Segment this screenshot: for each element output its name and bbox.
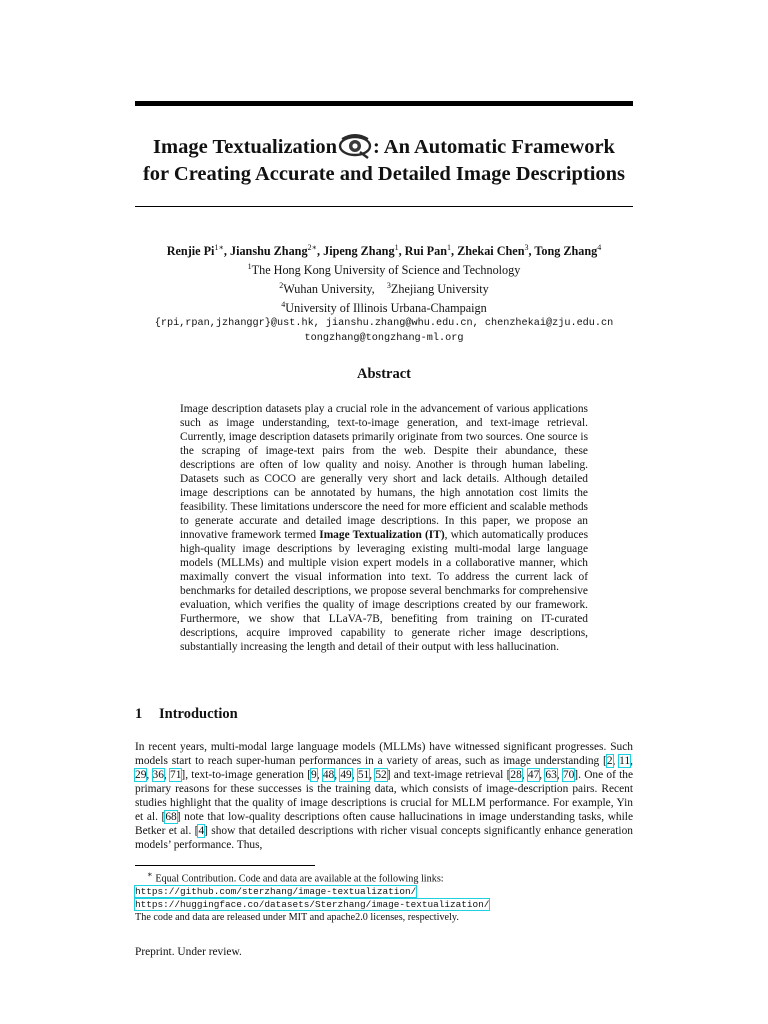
aff1-text: The Hong Kong University of Science and Technology <box>251 263 521 278</box>
section-title: Introduction <box>159 706 238 722</box>
title-rule <box>135 206 633 207</box>
aff2-sup: 2 <box>279 281 284 291</box>
citation-link[interactable]: 2 <box>606 755 613 767</box>
author-1-sup: 1∗ <box>214 243 224 252</box>
aff3-sup: 3 <box>386 281 391 291</box>
citation-link[interactable]: 28 <box>510 769 522 781</box>
author-5-sup: 3 <box>524 243 529 252</box>
author-3-sup: 1 <box>394 243 399 252</box>
author-6-sup: 4 <box>597 243 602 252</box>
title-line2: for Creating Accurate and Detailed Image Descriptions <box>142 163 626 185</box>
top-rule <box>135 101 633 106</box>
intro-text-3: and text-image retrieval <box>390 769 507 781</box>
author-3: , Jipeng Zhang <box>317 244 395 259</box>
author-4: , Rui Pan <box>398 244 447 259</box>
author-6: , Tong Zhang <box>528 244 598 259</box>
intro-text-2: , text-to-image generation <box>185 769 308 781</box>
affiliation-4 <box>100 297 668 316</box>
abstract-body <box>180 402 588 654</box>
aff1-sup: 1 <box>247 262 252 272</box>
aff3-text: Zhejiang University <box>390 282 489 297</box>
email-line-2: tongzhang@tongzhang-ml.org <box>304 333 464 345</box>
citation-link[interactable]: 29 <box>135 769 147 781</box>
citation-link[interactable]: 11 <box>619 755 631 767</box>
section-heading-introduction <box>135 706 238 723</box>
email-line-1: {rpi,rpan,jzhanggr}@ust.hk, jianshu.zhang@whu.edu.cn, chenzhekai@zju.edu.cn <box>154 318 614 330</box>
citation-link[interactable]: 36 <box>152 769 164 781</box>
citation-link[interactable]: 71 <box>170 769 182 781</box>
paper-title <box>120 133 648 188</box>
author-2: , Jianshu Zhang <box>223 244 308 259</box>
citation-link[interactable]: 51 <box>357 769 370 781</box>
intro-text-5: note that low-quality descriptions often cause hallucinations in image understanding tasks, while Betker et al. <box>135 811 634 837</box>
aff4-sup: 4 <box>281 300 286 310</box>
intro-text-6: show that detailed descriptions with richer visual concepts significantly enhance generation models’ performance. Thus, <box>135 825 633 851</box>
footnote-line-2 <box>135 885 633 898</box>
title-part1: Image Textualization <box>153 136 337 158</box>
abstract-bold-term: Image Textualization (IT) <box>319 529 445 541</box>
citation-link[interactable]: 63 <box>545 769 557 781</box>
citation-link[interactable]: 47 <box>527 769 540 781</box>
author-2-sup: 2∗ <box>307 243 317 252</box>
footnote-line-1 <box>135 868 633 885</box>
citation-link[interactable]: 70 <box>562 769 575 781</box>
author-4-sup: 1 <box>447 243 451 252</box>
author-names <box>100 240 668 259</box>
title-part2: : An Automatic Framework <box>372 136 615 158</box>
citation-link[interactable]: 4 <box>198 825 205 837</box>
abstract-text-2: , which automatically produces high-quality image descriptions by leveraging existing multi-modal large language models (MLLMs) and multiple vision expert models in a collaborative manner, which maximally convert the visual information into text. To address the current lack of benchmarks for detailed descriptions, we propose several benchmarks for comprehensive evaluation, which verifies the quality of image descriptions created by our framework. Furthermore, we show that LLaVA-7B, benefiting from training on IT-curated descriptions, acquire improved capability to generate richer image descriptions, substantially increasing the length and detail of their output with less hallucination. <box>180 529 589 653</box>
citation-link[interactable]: 48 <box>322 769 335 781</box>
intro-text-1: In recent years, multi-modal large language models (MLLMs) have witnessed significant progresses. Such models start to reach super-human performances in a variety of areas, such as image understanding <box>135 741 633 767</box>
author-block <box>100 240 668 346</box>
footnote-line-3 <box>135 898 633 911</box>
intro-text-4: . One of the primary reasons for these successes is the training data, which consists of image-description pairs. Recent studies highlight that the quality of image descriptions is crucial for MLLM performance. For example, Yin et al. <box>135 769 634 823</box>
citation-link[interactable]: 49 <box>340 769 352 781</box>
footnote-license: The code and data are released under MIT and apache2.0 licenses, respectively. <box>135 912 459 924</box>
section-number: 1 <box>135 706 143 722</box>
aff2-text: Wuhan University, <box>283 282 375 297</box>
affiliation-2-3 <box>100 278 668 297</box>
introduction-body: In recent years, multi-modal large language models (MLLMs) have witnessed significant progresses. Such models start to reach super-human performances in a variety of areas, such as image understanding [2, 11, 29, 36, 71], text-to-image generation [9, 48, 49, 51, 52] and text-image retrieval [28, 47, 63, 70]. One of the primary reasons for these successes is the training data, which consists of image-description pairs. Recent studies highlight that the quality of image descriptions is crucial for MLLM performance. For example, Yin et al. [68] note that low-quality descriptions often cause hallucinations in image understanding tasks, while Betker et al. [4] show that detailed descriptions with richer visual concepts significantly enhance generation models’ performance. Thus, <box>135 741 634 851</box>
aff4-text: University of Illinois Urbana-Champaign <box>285 301 487 316</box>
eye-logo-icon <box>338 133 372 159</box>
preprint-footer: Preprint. Under review. <box>135 946 242 958</box>
author-5: , Zhekai Chen <box>451 244 525 259</box>
affiliation-1 <box>100 259 668 278</box>
footnote-rule <box>135 865 315 866</box>
citation-link[interactable]: 52 <box>375 769 387 781</box>
citation-link[interactable]: 68 <box>165 811 177 823</box>
citation-link[interactable]: 9 <box>311 769 317 781</box>
footnote-mark: ∗ <box>147 869 153 879</box>
footnote <box>135 868 633 924</box>
abstract-text-1: Image description datasets play a crucial role in the advancement of various applications such as image understanding, text-to-image generation, and text-image retrieval. Currently, image description datasets primarily originate from two sources. One source is the scraping of image-text pairs from the web. Despite their abundance, these descriptions are often of low quality and noisy. Another is through human labeling. Datasets such as COCO are generally very short and lack details. Although detailed image descriptions can be annotated by humans, the high annotation cost limits the feasibility. These limitations underscore the need for more efficient and scalable methods to generate accurate and detailed image descriptions. In this paper, we propose an innovative framework termed <box>180 403 588 541</box>
abstract-heading: Abstract <box>357 366 411 382</box>
footnote-text: Equal Contribution. Code and data are available at the following links: <box>155 873 444 885</box>
huggingface-link[interactable]: https://huggingface.co/datasets/Sterzhang/image-textualization/ <box>135 899 490 911</box>
author-1: Renjie Pi <box>166 244 215 259</box>
github-link[interactable]: https://github.com/sterzhang/image-textualization/ <box>135 886 417 898</box>
